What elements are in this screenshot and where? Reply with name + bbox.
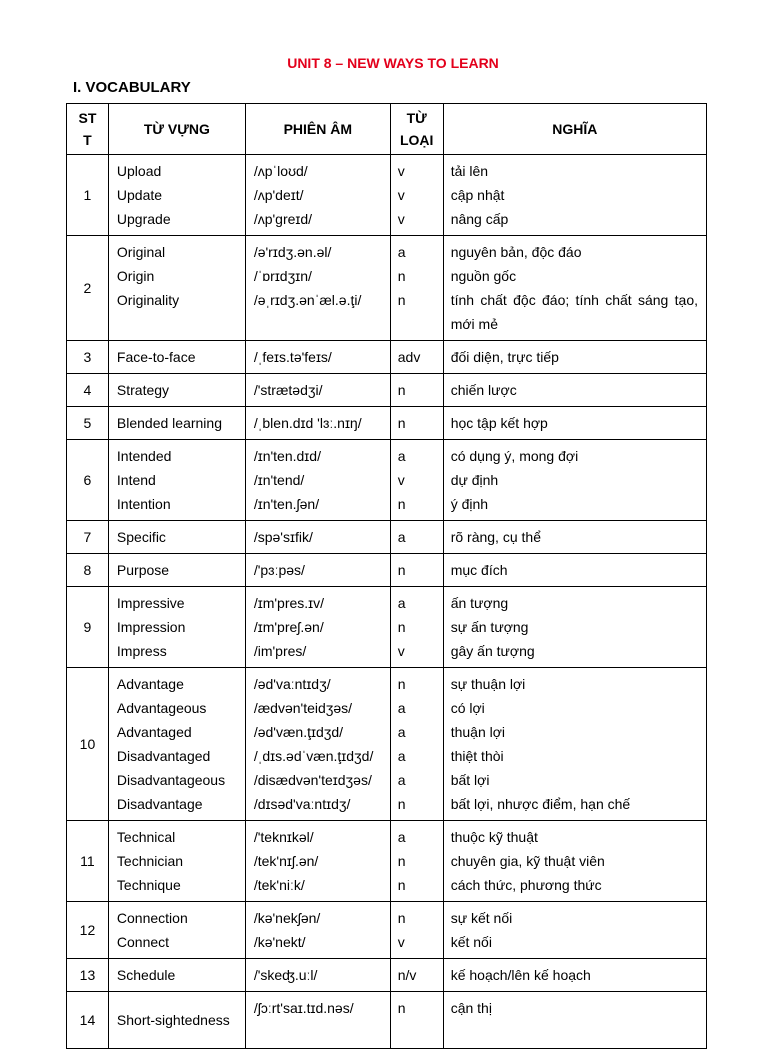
vocab-word: Origin xyxy=(116,268,155,284)
meaning: thuận lợi xyxy=(450,724,506,740)
vocab-word: Intended xyxy=(116,448,172,464)
meaning: cập nhật xyxy=(450,187,505,203)
phonetic: /ˌfeɪs.tə'feɪs/ xyxy=(253,349,332,365)
phonetic: /ʃɔːrt'saɪ.tɪd.nəs/ xyxy=(253,1000,354,1016)
word-class: v xyxy=(397,187,405,203)
meaning: bất lợi xyxy=(450,772,490,788)
meaning-cell xyxy=(443,668,706,821)
phonetic-cell xyxy=(245,521,390,554)
word-class: v xyxy=(397,934,405,950)
table-row xyxy=(67,236,707,341)
vocab-word-cell xyxy=(108,554,245,587)
vocab-word: Technique xyxy=(116,877,181,893)
vocab-word-cell xyxy=(108,341,245,374)
table-row xyxy=(67,374,707,407)
word-class-cell xyxy=(390,587,443,668)
meaning-cell xyxy=(443,407,706,440)
word-class-cell xyxy=(390,236,443,341)
word-class: n xyxy=(397,415,406,431)
meaning: mục đích xyxy=(450,562,508,578)
word-class-cell xyxy=(390,902,443,959)
phonetic: /'strætədʒi/ xyxy=(253,382,323,398)
table-row xyxy=(67,155,707,236)
meaning: sự ấn tượng xyxy=(450,619,529,635)
meaning-cell xyxy=(443,374,706,407)
table-row xyxy=(67,821,707,902)
phonetic-cell xyxy=(245,959,390,992)
vocab-word: Advantageous xyxy=(116,700,207,716)
word-class: adv xyxy=(397,349,421,365)
vocab-word: Connect xyxy=(116,934,170,950)
meaning-cell xyxy=(443,554,706,587)
row-number: 4 xyxy=(67,374,109,407)
vocab-word: Disadvantageous xyxy=(116,772,226,788)
word-class-cell xyxy=(390,959,443,992)
meaning: đối diện, trực tiếp xyxy=(450,349,559,365)
phonetic: /əd'vaːntɪdʒ/ xyxy=(253,676,331,692)
phonetic: /tek'niːk/ xyxy=(253,877,305,893)
meaning: kế hoạch/lên kế hoạch xyxy=(450,967,591,983)
meaning: nguyên bản, độc đáo xyxy=(450,244,582,260)
word-class-cell xyxy=(390,374,443,407)
word-class-cell xyxy=(390,407,443,440)
word-class: n xyxy=(397,562,406,578)
vocab-word: Purpose xyxy=(116,562,170,578)
phonetic-cell xyxy=(245,902,390,959)
table-row xyxy=(67,554,707,587)
vocab-word: Impressive xyxy=(116,595,185,611)
vocab-word: Connection xyxy=(116,910,188,926)
phonetic: /ʌp'greɪd/ xyxy=(253,211,313,227)
phonetic-cell xyxy=(245,407,390,440)
meaning-cell xyxy=(443,959,706,992)
meaning: nguồn gốc xyxy=(450,268,517,284)
phonetic-cell xyxy=(245,341,390,374)
phonetic-cell xyxy=(245,554,390,587)
phonetic: /ɪm'preʃ.ən/ xyxy=(253,619,324,635)
vocab-word: Blended learning xyxy=(116,415,222,431)
meaning-cell xyxy=(443,992,706,1049)
meaning: bất lợi, nhược điểm, hạn chế xyxy=(450,796,631,812)
vocab-word: Disadvantage xyxy=(116,796,203,812)
phonetic: /ˌblen.dɪd 'lɜː.nɪŋ/ xyxy=(253,415,362,431)
meaning: dự định xyxy=(450,472,499,488)
word-class: n xyxy=(397,1000,406,1016)
phonetic: /'skeʤ.uːl/ xyxy=(253,967,318,983)
phonetic: /ˌdɪs.ədˈvæn.ţɪdʒd/ xyxy=(253,748,374,764)
vocab-word: Specific xyxy=(116,529,166,545)
meaning-cell xyxy=(443,587,706,668)
vocab-word: Schedule xyxy=(116,967,176,983)
phonetic-cell xyxy=(245,668,390,821)
meaning: chiến lược xyxy=(450,382,517,398)
meaning: ý định xyxy=(450,496,489,512)
vocabulary-table xyxy=(66,103,707,1049)
row-number: 14 xyxy=(67,992,109,1049)
phonetic: /ʌpˈloʊd/ xyxy=(253,163,308,179)
word-class: a xyxy=(397,595,406,611)
word-class: v xyxy=(397,163,405,179)
word-class: n xyxy=(397,853,406,869)
vocab-word: Disadvantaged xyxy=(116,748,211,764)
phonetic: /dɪsəd'vaːntɪdʒ/ xyxy=(253,796,351,812)
meaning: gây ấn tượng xyxy=(450,643,535,659)
meaning: có dụng ý, mong đợi xyxy=(450,448,579,464)
meaning-cell xyxy=(443,821,706,902)
phonetic: /ʌp'deɪt/ xyxy=(253,187,304,203)
word-class: v xyxy=(397,211,405,227)
vocab-word: Advantaged xyxy=(116,724,192,740)
word-class: a xyxy=(397,772,406,788)
word-class-cell xyxy=(390,440,443,521)
word-class: v xyxy=(397,643,405,659)
table-header-row xyxy=(67,104,707,155)
row-number: 7 xyxy=(67,521,109,554)
row-number: 9 xyxy=(67,587,109,668)
word-class: n xyxy=(397,619,406,635)
table-row xyxy=(67,440,707,521)
meaning: tải lên xyxy=(450,163,489,179)
phonetic-cell xyxy=(245,374,390,407)
word-class: n/v xyxy=(397,967,417,983)
phonetic-cell xyxy=(245,440,390,521)
word-class-cell xyxy=(390,341,443,374)
phonetic: /'teknɪkəl/ xyxy=(253,829,314,845)
word-class: n xyxy=(397,877,406,893)
word-class: a xyxy=(397,829,406,845)
row-number: 13 xyxy=(67,959,109,992)
vocab-word: Advantage xyxy=(116,676,184,692)
meaning-cell xyxy=(443,440,706,521)
word-class-cell xyxy=(390,155,443,236)
row-number: 10 xyxy=(67,668,109,821)
meaning: kết nối xyxy=(450,934,492,950)
vocab-word-cell xyxy=(108,407,245,440)
phonetic: /əd'væn.ţɪdʒd/ xyxy=(253,724,344,740)
word-class: n xyxy=(397,382,406,398)
word-class-cell xyxy=(390,554,443,587)
row-number: 2 xyxy=(67,236,109,341)
word-class: n xyxy=(397,676,406,692)
table-row xyxy=(67,407,707,440)
word-class: n xyxy=(397,496,406,512)
row-number: 3 xyxy=(67,341,109,374)
phonetic-cell xyxy=(245,587,390,668)
table-row xyxy=(67,341,707,374)
vocab-word: Originality xyxy=(116,292,180,308)
vocab-word: Update xyxy=(116,187,163,203)
meaning: cận thị xyxy=(450,1000,492,1016)
word-class: n xyxy=(397,910,406,926)
page-title: UNIT 8 – NEW WAYS TO LEARN xyxy=(287,55,499,71)
word-class: a xyxy=(397,448,406,464)
header-meaning: NGHĨA xyxy=(443,104,706,155)
meaning: ấn tượng xyxy=(450,595,509,611)
vocab-word: Intend xyxy=(116,472,156,488)
phonetic: /kə'nekʃən/ xyxy=(253,910,321,926)
table-row xyxy=(67,587,707,668)
meaning: sự thuận lợi xyxy=(450,676,526,692)
row-number: 12 xyxy=(67,902,109,959)
phonetic: /tek'nɪʃ.ən/ xyxy=(253,853,319,869)
phonetic: /ædvən'teidʒəs/ xyxy=(253,700,353,716)
meaning: tính chất độc đáo; tính chất sáng tạo, mới mẻ xyxy=(450,292,698,332)
meaning-cell xyxy=(443,155,706,236)
word-class: a xyxy=(397,748,406,764)
phonetic: /ə'rɪdʒ.ən.əl/ xyxy=(253,244,332,260)
phonetic-cell xyxy=(245,155,390,236)
row-number: 8 xyxy=(67,554,109,587)
table-row xyxy=(67,992,707,1049)
header-pos: TỪ LOẠI xyxy=(390,104,443,155)
table-row xyxy=(67,959,707,992)
meaning: chuyên gia, kỹ thuật viên xyxy=(450,853,605,869)
vocab-word: Upgrade xyxy=(116,211,171,227)
vocab-word-cell xyxy=(108,440,245,521)
phonetic: /əˌrɪdʒ.ənˈæl.ə.ţi/ xyxy=(253,292,362,308)
phonetic: /ɪn'ten.ʃən/ xyxy=(253,496,320,512)
vocab-word: Upload xyxy=(116,163,162,179)
meaning: thiệt thòi xyxy=(450,748,504,764)
vocab-word: Face-to-face xyxy=(116,349,196,365)
meaning: có lợi xyxy=(450,700,485,716)
word-class: a xyxy=(397,724,406,740)
word-class: n xyxy=(397,268,406,284)
meaning: thuộc kỹ thuật xyxy=(450,829,538,845)
meaning: cách thức, phương thức xyxy=(450,877,602,893)
phonetic: /ˈɒrɪdʒɪn/ xyxy=(253,268,312,284)
word-class-cell xyxy=(390,668,443,821)
vocab-word-cell xyxy=(108,959,245,992)
word-class-cell xyxy=(390,992,443,1049)
word-class: a xyxy=(397,700,406,716)
phonetic: /'pɜːpəs/ xyxy=(253,562,305,578)
table-row xyxy=(67,668,707,821)
section-heading: I. VOCABULARY xyxy=(73,79,191,96)
meaning: học tập kết hợp xyxy=(450,415,548,431)
header-stt: ST T xyxy=(67,104,109,155)
meaning-cell xyxy=(443,902,706,959)
word-class-cell xyxy=(390,521,443,554)
table-row xyxy=(67,902,707,959)
vocab-word: Short-sightedness xyxy=(116,1012,230,1028)
meaning-cell xyxy=(443,521,706,554)
vocab-word-cell xyxy=(108,236,245,341)
vocab-word: Technician xyxy=(116,853,184,869)
row-number: 11 xyxy=(67,821,109,902)
meaning-cell xyxy=(443,341,706,374)
row-number: 6 xyxy=(67,440,109,521)
vocab-word-cell xyxy=(108,821,245,902)
meaning: sự kết nối xyxy=(450,910,513,926)
vocab-word-cell xyxy=(108,668,245,821)
word-class: v xyxy=(397,472,405,488)
vocab-word: Impression xyxy=(116,619,186,635)
vocab-word: Intention xyxy=(116,496,171,512)
header-ipa: PHIÊN ÂM xyxy=(245,104,390,155)
vocab-word: Strategy xyxy=(116,382,170,398)
phonetic: /disædvən'teɪdʒəs/ xyxy=(253,772,372,788)
phonetic-cell xyxy=(245,992,390,1049)
word-class: n xyxy=(397,292,406,308)
row-number: 1 xyxy=(67,155,109,236)
vocab-word-cell xyxy=(108,374,245,407)
vocab-word-cell xyxy=(108,992,245,1049)
phonetic: /ɪm'pres.ɪv/ xyxy=(253,595,325,611)
phonetic: /kə'nekt/ xyxy=(253,934,306,950)
vocab-word: Original xyxy=(116,244,166,260)
vocab-word-cell xyxy=(108,155,245,236)
phonetic: /ɪn'tend/ xyxy=(253,472,305,488)
vocab-word-cell xyxy=(108,521,245,554)
row-number: 5 xyxy=(67,407,109,440)
meaning: nâng cấp xyxy=(450,211,509,227)
word-class: a xyxy=(397,529,406,545)
phonetic: /ɪn'ten.dɪd/ xyxy=(253,448,321,464)
phonetic: /im'pres/ xyxy=(253,643,307,659)
phonetic: /spə'sɪfik/ xyxy=(253,529,313,545)
meaning: rõ ràng, cụ thể xyxy=(450,529,541,545)
meaning-cell xyxy=(443,236,706,341)
vocab-word: Impress xyxy=(116,643,167,659)
word-class: n xyxy=(397,796,406,812)
vocab-word: Technical xyxy=(116,829,176,845)
vocab-word-cell xyxy=(108,902,245,959)
header-word: TỪ VỰNG xyxy=(108,104,245,155)
vocab-word-cell xyxy=(108,587,245,668)
phonetic-cell xyxy=(245,236,390,341)
word-class: a xyxy=(397,244,406,260)
table-row xyxy=(67,521,707,554)
phonetic-cell xyxy=(245,821,390,902)
word-class-cell xyxy=(390,821,443,902)
